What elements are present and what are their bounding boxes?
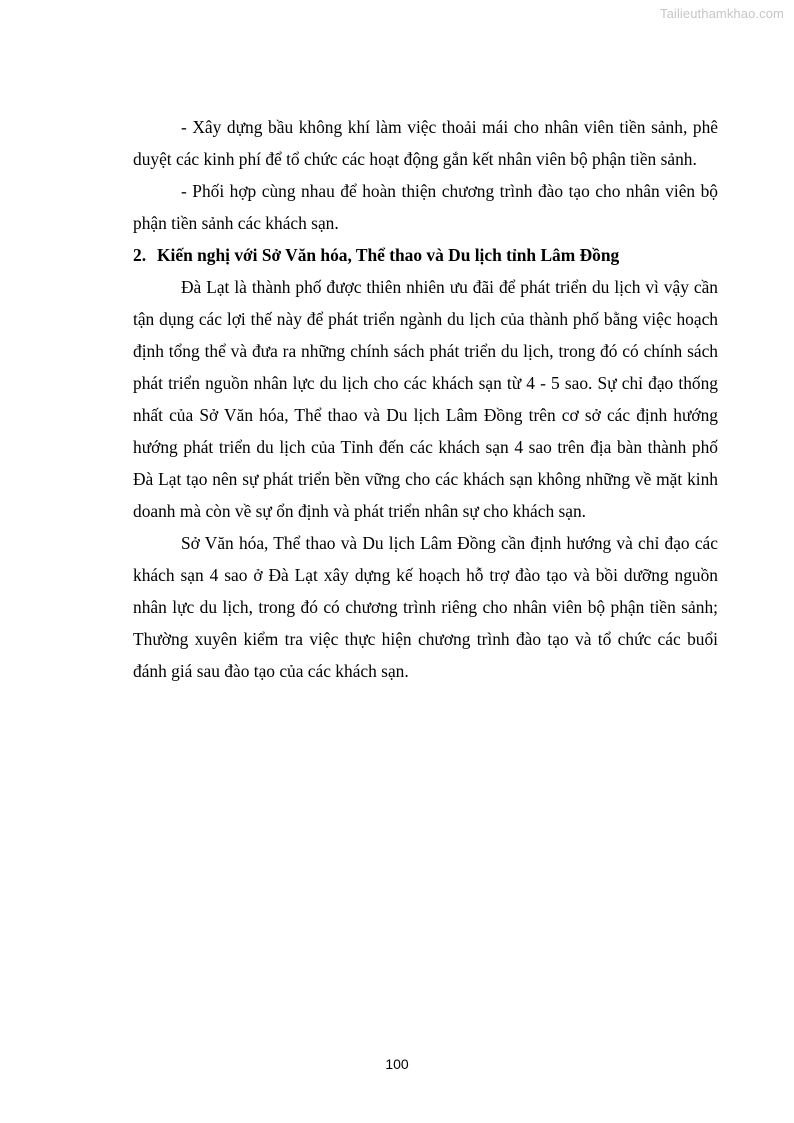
section-heading [133,239,718,271]
watermark: Tailieuthamkhao.com [659,6,784,21]
section-title: Kiến nghị với Sở Văn hóa, Thể thao và Du lịch tỉnh Lâm Đồng [157,245,620,265]
section-number: 2. [133,245,147,265]
bullet-paragraph-1: - Xây dựng bầu không khí làm việc thoải mái cho nhân viên tiền sảnh, phê duyệt các kinh phí để tổ chức các hoạt động gắn kết nhân viên bộ phận tiền sảnh. [133,117,718,169]
document-body [133,111,718,687]
bullet-paragraph-2: - Phối hợp cùng nhau để hoàn thiện chương trình đào tạo cho nhân viên bộ phận tiền sảnh các khách sạn. [133,181,718,233]
page-number: 100 [385,1056,409,1072]
body-paragraph-2: Sở Văn hóa, Thể thao và Du lịch Lâm Đồng cần định hướng và chỉ đạo các khách sạn 4 sao ở Đà Lạt xây dựng kế hoạch hỗ trợ đào tạo và bồi dưỡng nguồn nhân lực du lịch, trong đó có chương trình riêng cho nhân viên bộ phận tiền sảnh; Thường xuyên kiểm tra việc thực hiện chương trình đào tạo và tổ chức các buổi đánh giá sau đào tạo của các khách sạn. [133,533,718,681]
body-paragraph-1: Đà Lạt là thành phố được thiên nhiên ưu đãi để phát triển du lịch vì vậy cần tận dụng các lợi thế này để phát triển ngành du lịch của thành phố bằng việc hoạch định tổng thể và đưa ra những chính sách phát triển du lịch, trong đó có chính sách phát triển nguồn nhân lực du lịch cho các khách sạn từ 4 - 5 sao. Sự chỉ đạo thống nhất của Sở Văn hóa, Thể thao và Du lịch Lâm Đồng trên cơ sở các định hướng hướng phát triển du lịch của Tỉnh đến các khách sạn 4 sao trên địa bàn thành phố Đà Lạt tạo nên sự phát triển bền vững cho các khách sạn không những về mặt kinh doanh mà còn về sự ổn định và phát triển nhân sự cho khách sạn. [133,277,718,521]
